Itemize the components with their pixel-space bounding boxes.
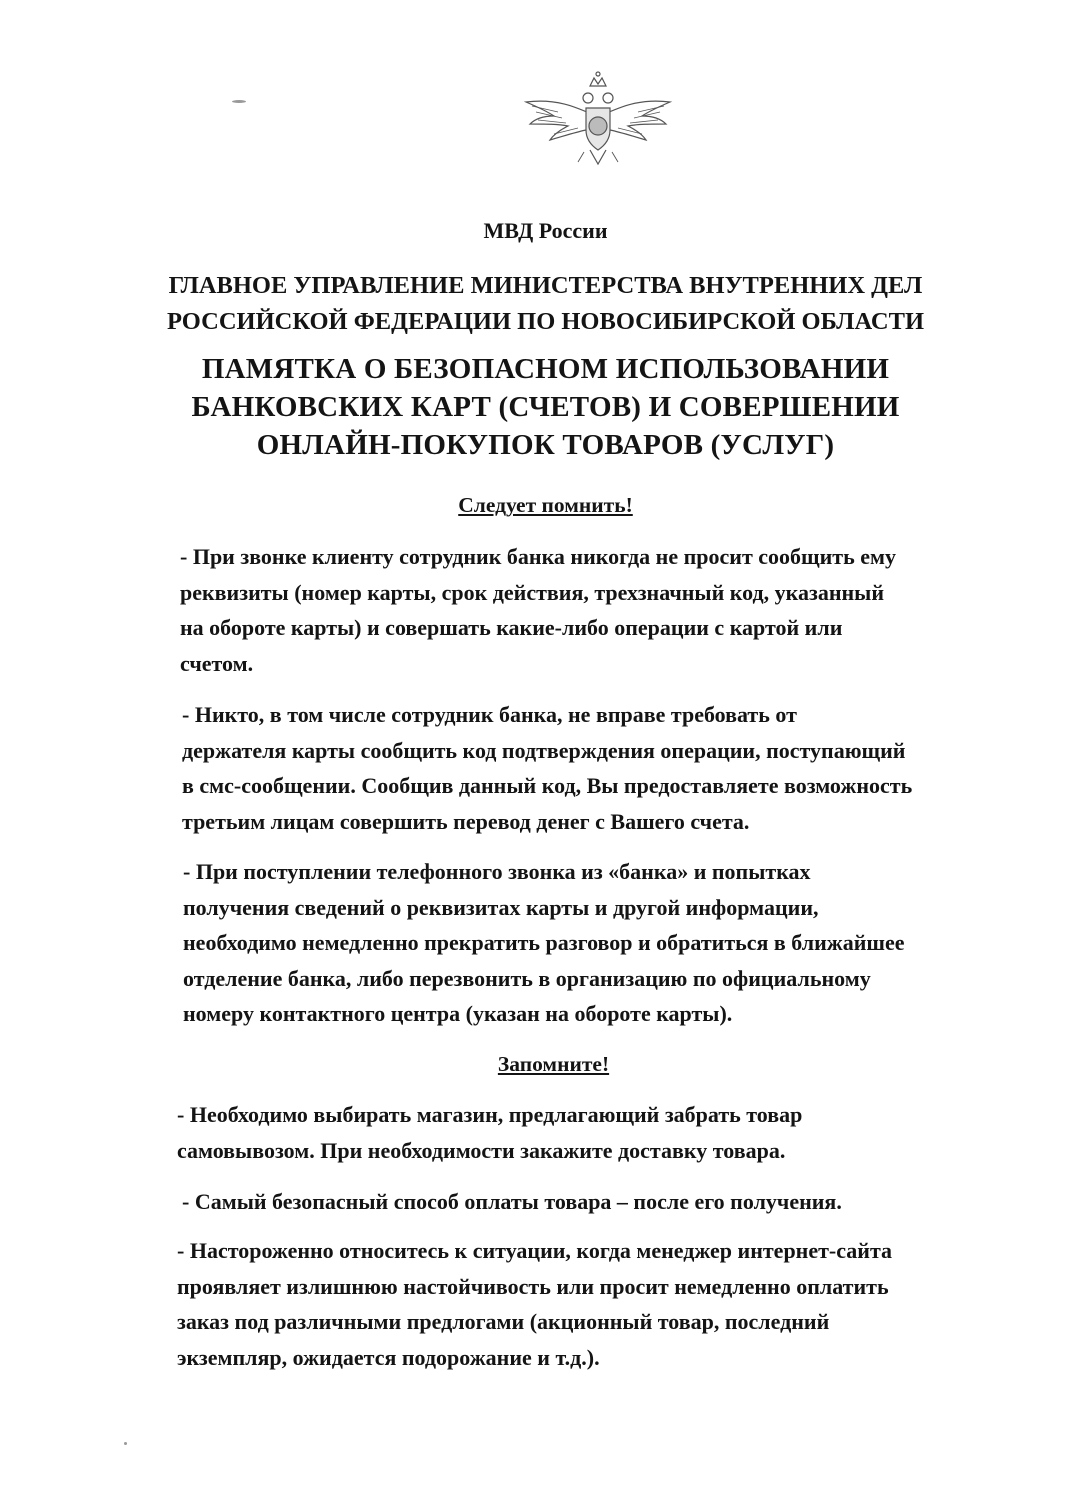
section-heading-remember: Следует помнить! <box>458 493 633 517</box>
memo-title: ПАМЯТКА О БЕЗОПАСНОМ ИСПОЛЬЗОВАНИИ БАНКОВСКИХ КАРТ (СЧЕТОВ) И СОВЕРШЕНИИ ОНЛАЙН-ПОКУПОК ТОВАРОВ (УСЛУГ) <box>191 353 900 461</box>
paragraph-pushy-manager: - Настороженно относитесь к ситуации, когда менеджер интернет-сайта проявляет излишнюю настойчивость или просит немедленно оплатить заказ под различными предлогами (акционный товар, последний экземпляр, ожидается подорожание и т.д.). <box>177 1238 893 1370</box>
paragraph-suspicious-call: - При поступлении телефонного звонка из «банка» и попытках получения сведений о реквизитах карты и другой информации, необходимо немедленно прекратить разговор и обратиться в ближайшее отделение банка, либо перезвонить в организацию по официальному номеру контактного центра (указан на обороте карты). <box>183 859 905 1026</box>
organization-name: МВД России <box>483 218 608 243</box>
scan-speck <box>124 1442 127 1445</box>
department-name: ГЛАВНОЕ УПРАВЛЕНИЕ МИНИСТЕРСТВА ВНУТРЕННИХ ДЕЛ РОССИЙСКОЙ ФЕДЕРАЦИИ ПО НОВОСИБИРСКОЙ ОБЛАСТИ <box>166 272 925 335</box>
paragraph-self-pickup: - Необходимо выбирать магазин, предлагающий забрать товар самовывозом. При необходимости закажите доставку товара. <box>177 1102 803 1163</box>
paragraph-confirmation-code: - Никто, в том числе сотрудник банка, не вправе требовать от держателя карты сообщить код подтверждения операции, поступающий в смс-сообщении. Сообщив данный код, Вы предоставляете возможность третьим лицам совершить перевод денег с Вашего счета. <box>182 702 913 834</box>
paragraph-bank-never-asks: - При звонке клиенту сотрудник банка никогда не просит сообщить ему реквизиты (номер карты, срок действия, трехзначный код, указанный на обороте карты) и совершать какие-либо операции с картой или счетом. <box>180 544 896 676</box>
mvd-eagle-emblem-icon <box>518 68 678 168</box>
paragraph-pay-after-receipt: - Самый безопасный способ оплаты товара – после его получения. <box>182 1189 842 1214</box>
section-heading-memorize: Запомните! <box>497 1052 610 1076</box>
scan-speck <box>232 100 246 103</box>
